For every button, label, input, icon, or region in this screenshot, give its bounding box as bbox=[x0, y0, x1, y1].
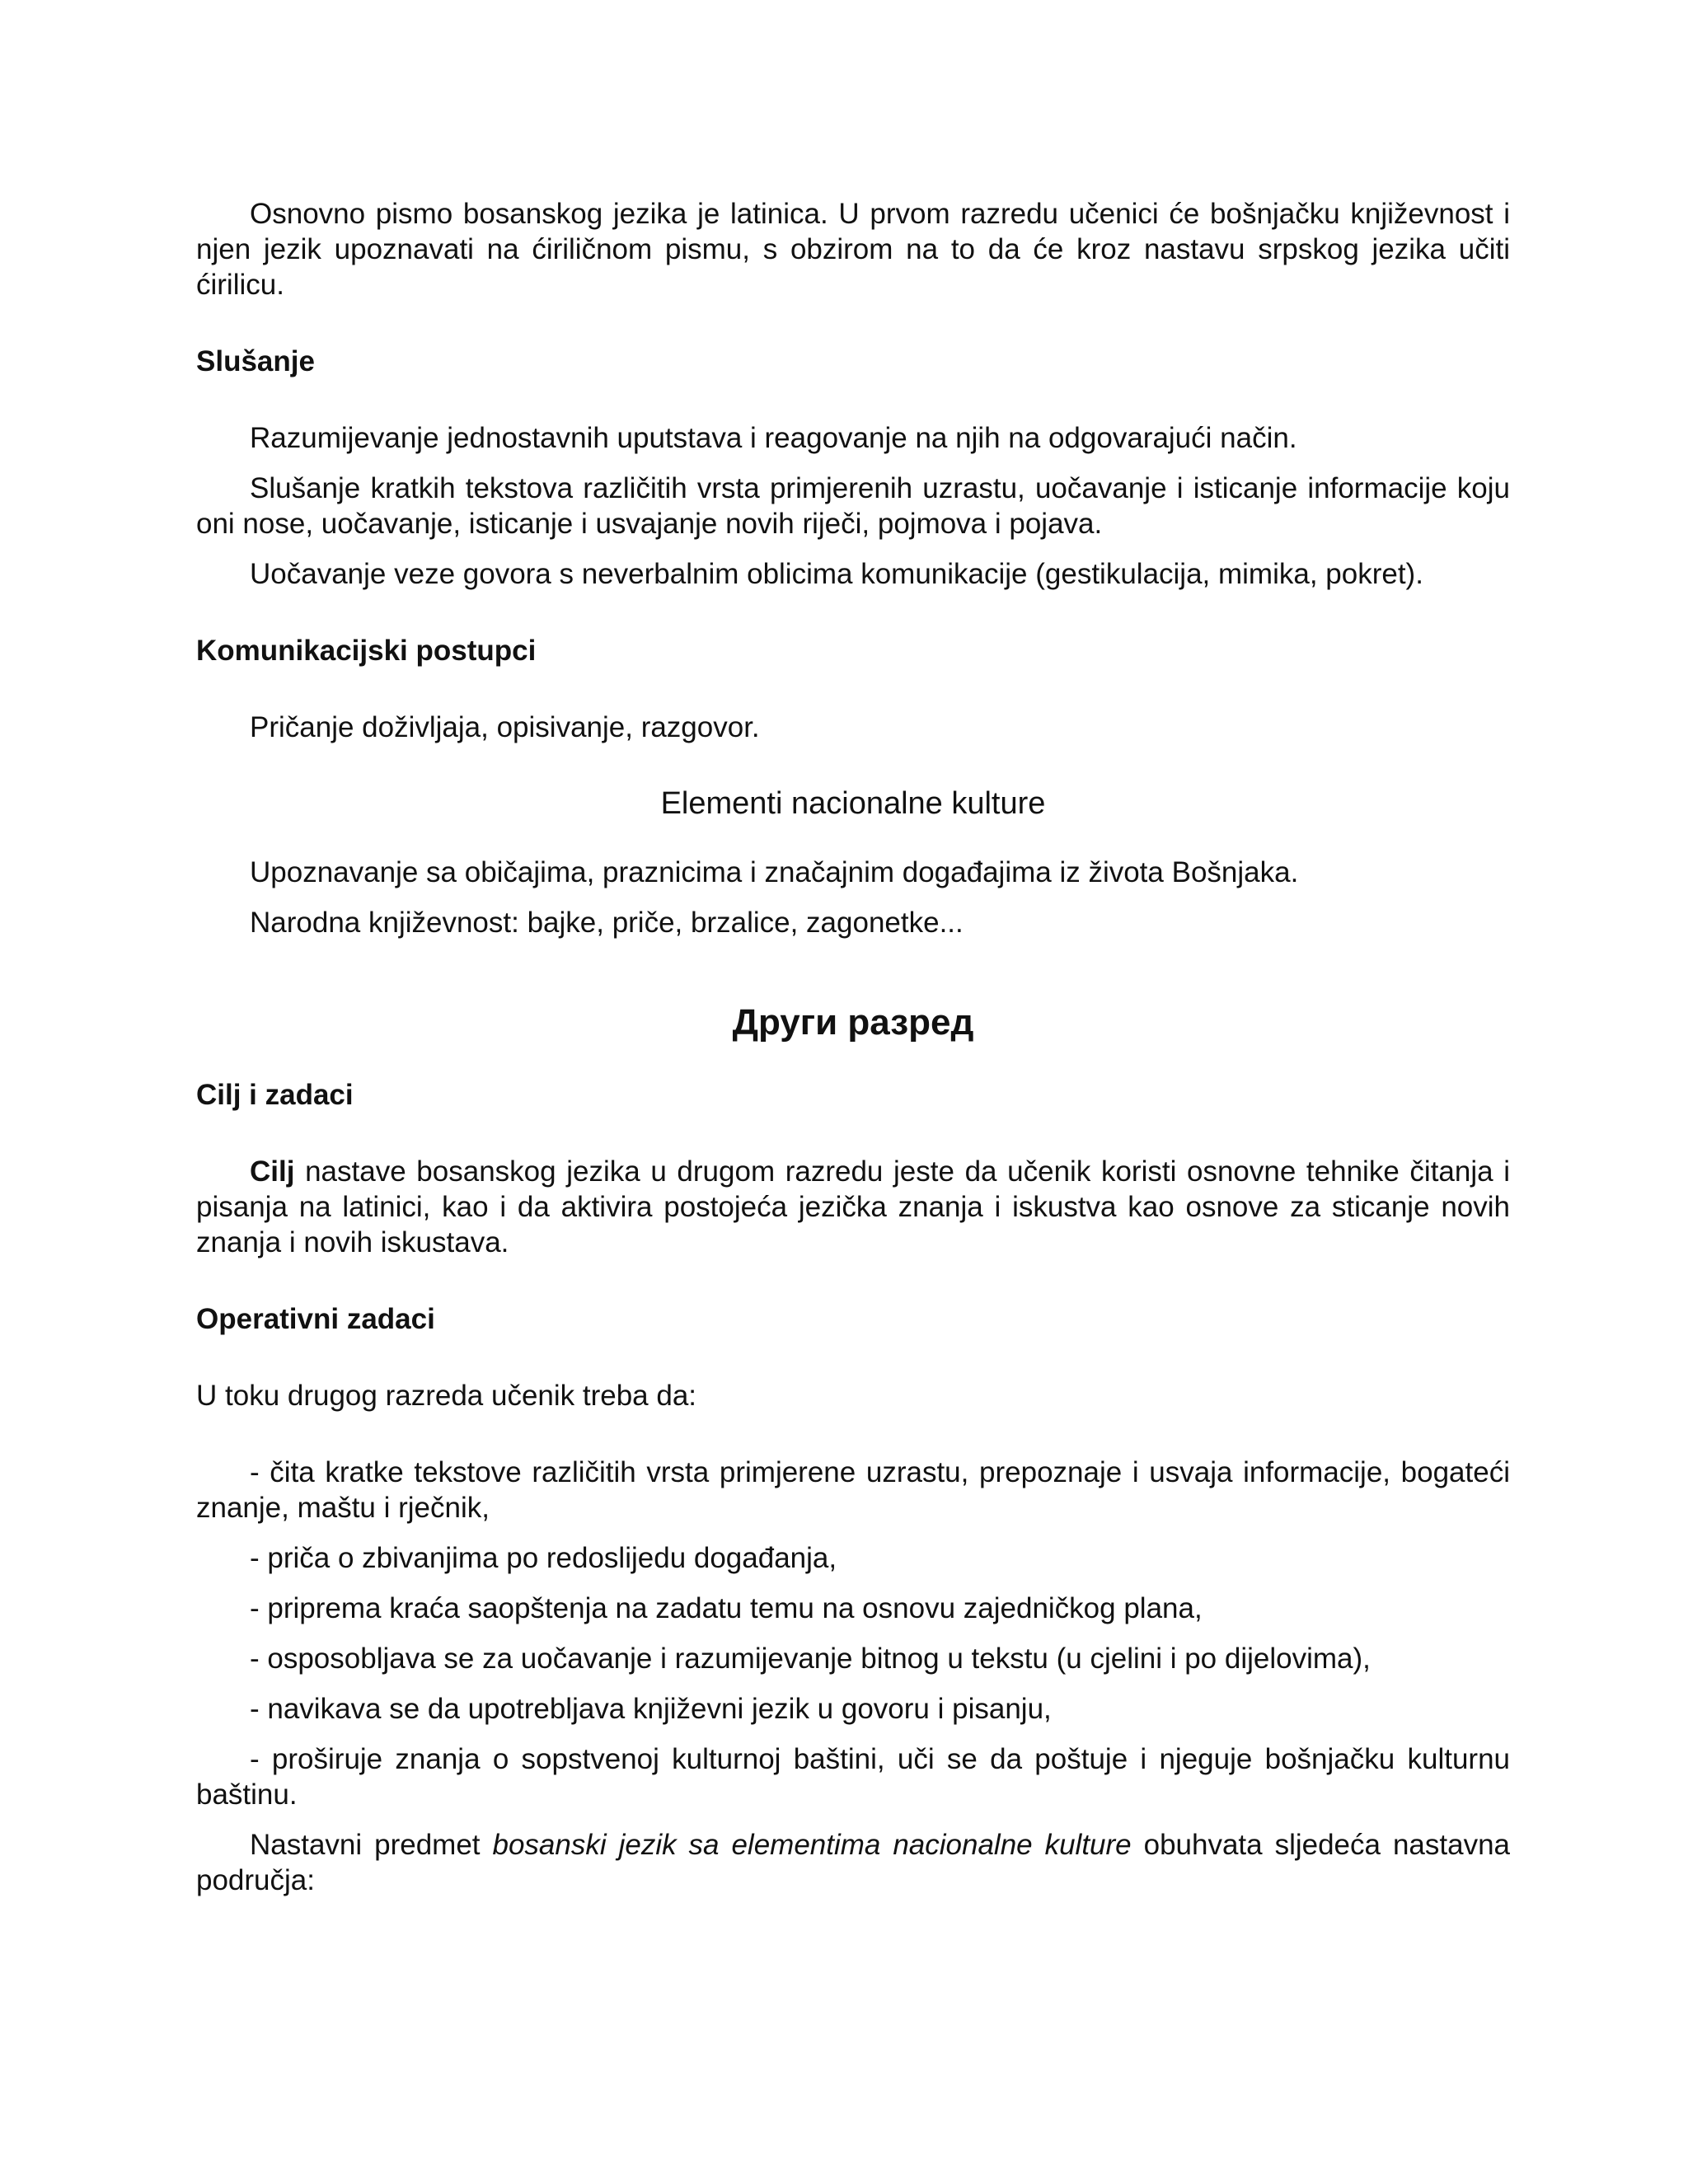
section-heading-elementi: Elementi nacionalne kulture bbox=[660, 786, 1046, 821]
section-heading-cilj: Cilj i zadaci bbox=[196, 1079, 354, 1111]
closing-text-pre: Nastavni predmet bbox=[250, 1829, 493, 1861]
intro-paragraph: Osnovno pismo bosanskog jezika je latinica. U prvom razredu učenici će bošnjačku književnost i njen jezik upoznavati na ćiriličnom pismu, s obzirom na to da će kroz nastavu srpskog jezika učiti ćirilicu. bbox=[196, 198, 1510, 301]
elementi-paragraph-1: Upoznavanje sa običajima, praznicima i značajnim događajima iz života Bošnjaka. bbox=[250, 856, 1299, 888]
section-heading-slusanje: Slušanje bbox=[196, 345, 315, 377]
list-item: - navikava se da upotrebljava književni jezik u govoru i pisanju, bbox=[250, 1693, 1052, 1725]
document-page bbox=[196, 196, 1510, 1898]
list-item: - proširuje znanja o sopstvenoj kulturnoj baštini, uči se da poštuje i njeguje bošnjačku kulturnu baštinu. bbox=[196, 1743, 1510, 1811]
slusanje-paragraph-3: Uočavanje veze govora s neverbalnim oblicima komunikacije (gestikulacija, mimika, pokret). bbox=[250, 558, 1423, 590]
section-heading-operativni: Operativni zadaci bbox=[196, 1303, 435, 1335]
section-heading-komunikacijski: Komunikacijski postupci bbox=[196, 635, 537, 667]
list-item: - priprema kraća saopštenja na zadatu temu na osnovu zajedničkog plana, bbox=[250, 1592, 1203, 1624]
list-item: - osposobljava se za uočavanje i razumijevanje bitnog u tekstu (u cjelini i po dijelovima), bbox=[250, 1643, 1371, 1675]
cilj-bold-word: Cilj bbox=[250, 1155, 295, 1188]
slusanje-paragraph-1: Razumijevanje jednostavnih uputstava i reagovanje na njih na odgovarajući način. bbox=[250, 422, 1297, 454]
grade-title: Други разред bbox=[732, 1002, 974, 1043]
cilj-paragraph bbox=[196, 1154, 1510, 1260]
cilj-text: nastave bosanskog jezika u drugom razredu jeste da učenik koristi osnovne tehnike čitanja i pisanja na latinici, kao i da aktivira postojeća jezička znanja i iskustva kao osnove za sticanje novih znanja i novih iskustava. bbox=[196, 1155, 1510, 1258]
operativni-lead: U toku drugog razreda učenik treba da: bbox=[196, 1380, 697, 1412]
closing-subject-name: bosanski jezik sa elementima nacionalne kulture bbox=[492, 1829, 1132, 1861]
komunikacijski-paragraph-1: Pričanje doživljaja, opisivanje, razgovor. bbox=[250, 711, 760, 743]
closing-paragraph bbox=[196, 1827, 1510, 1898]
list-item: - čita kratke tekstove različitih vrsta primjerene uzrastu, prepoznaje i usvaja informacije, bogateći znanje, maštu i rječnik, bbox=[196, 1456, 1510, 1524]
list-item: - priča o zbivanjima po redoslijedu događanja, bbox=[250, 1542, 837, 1574]
slusanje-paragraph-2: Slušanje kratkih tekstova različitih vrsta primjerenih uzrastu, uočavanje i isticanje informacije koju oni nose, uočavanje, isticanje i usvajanje novih riječi, pojmova i pojava. bbox=[196, 472, 1510, 540]
elementi-paragraph-2: Narodna književnost: bajke, priče, brzalice, zagonetke... bbox=[250, 907, 964, 939]
closing-text-post: obuhvata sljedeća nastavna područja: bbox=[196, 1829, 1510, 1896]
